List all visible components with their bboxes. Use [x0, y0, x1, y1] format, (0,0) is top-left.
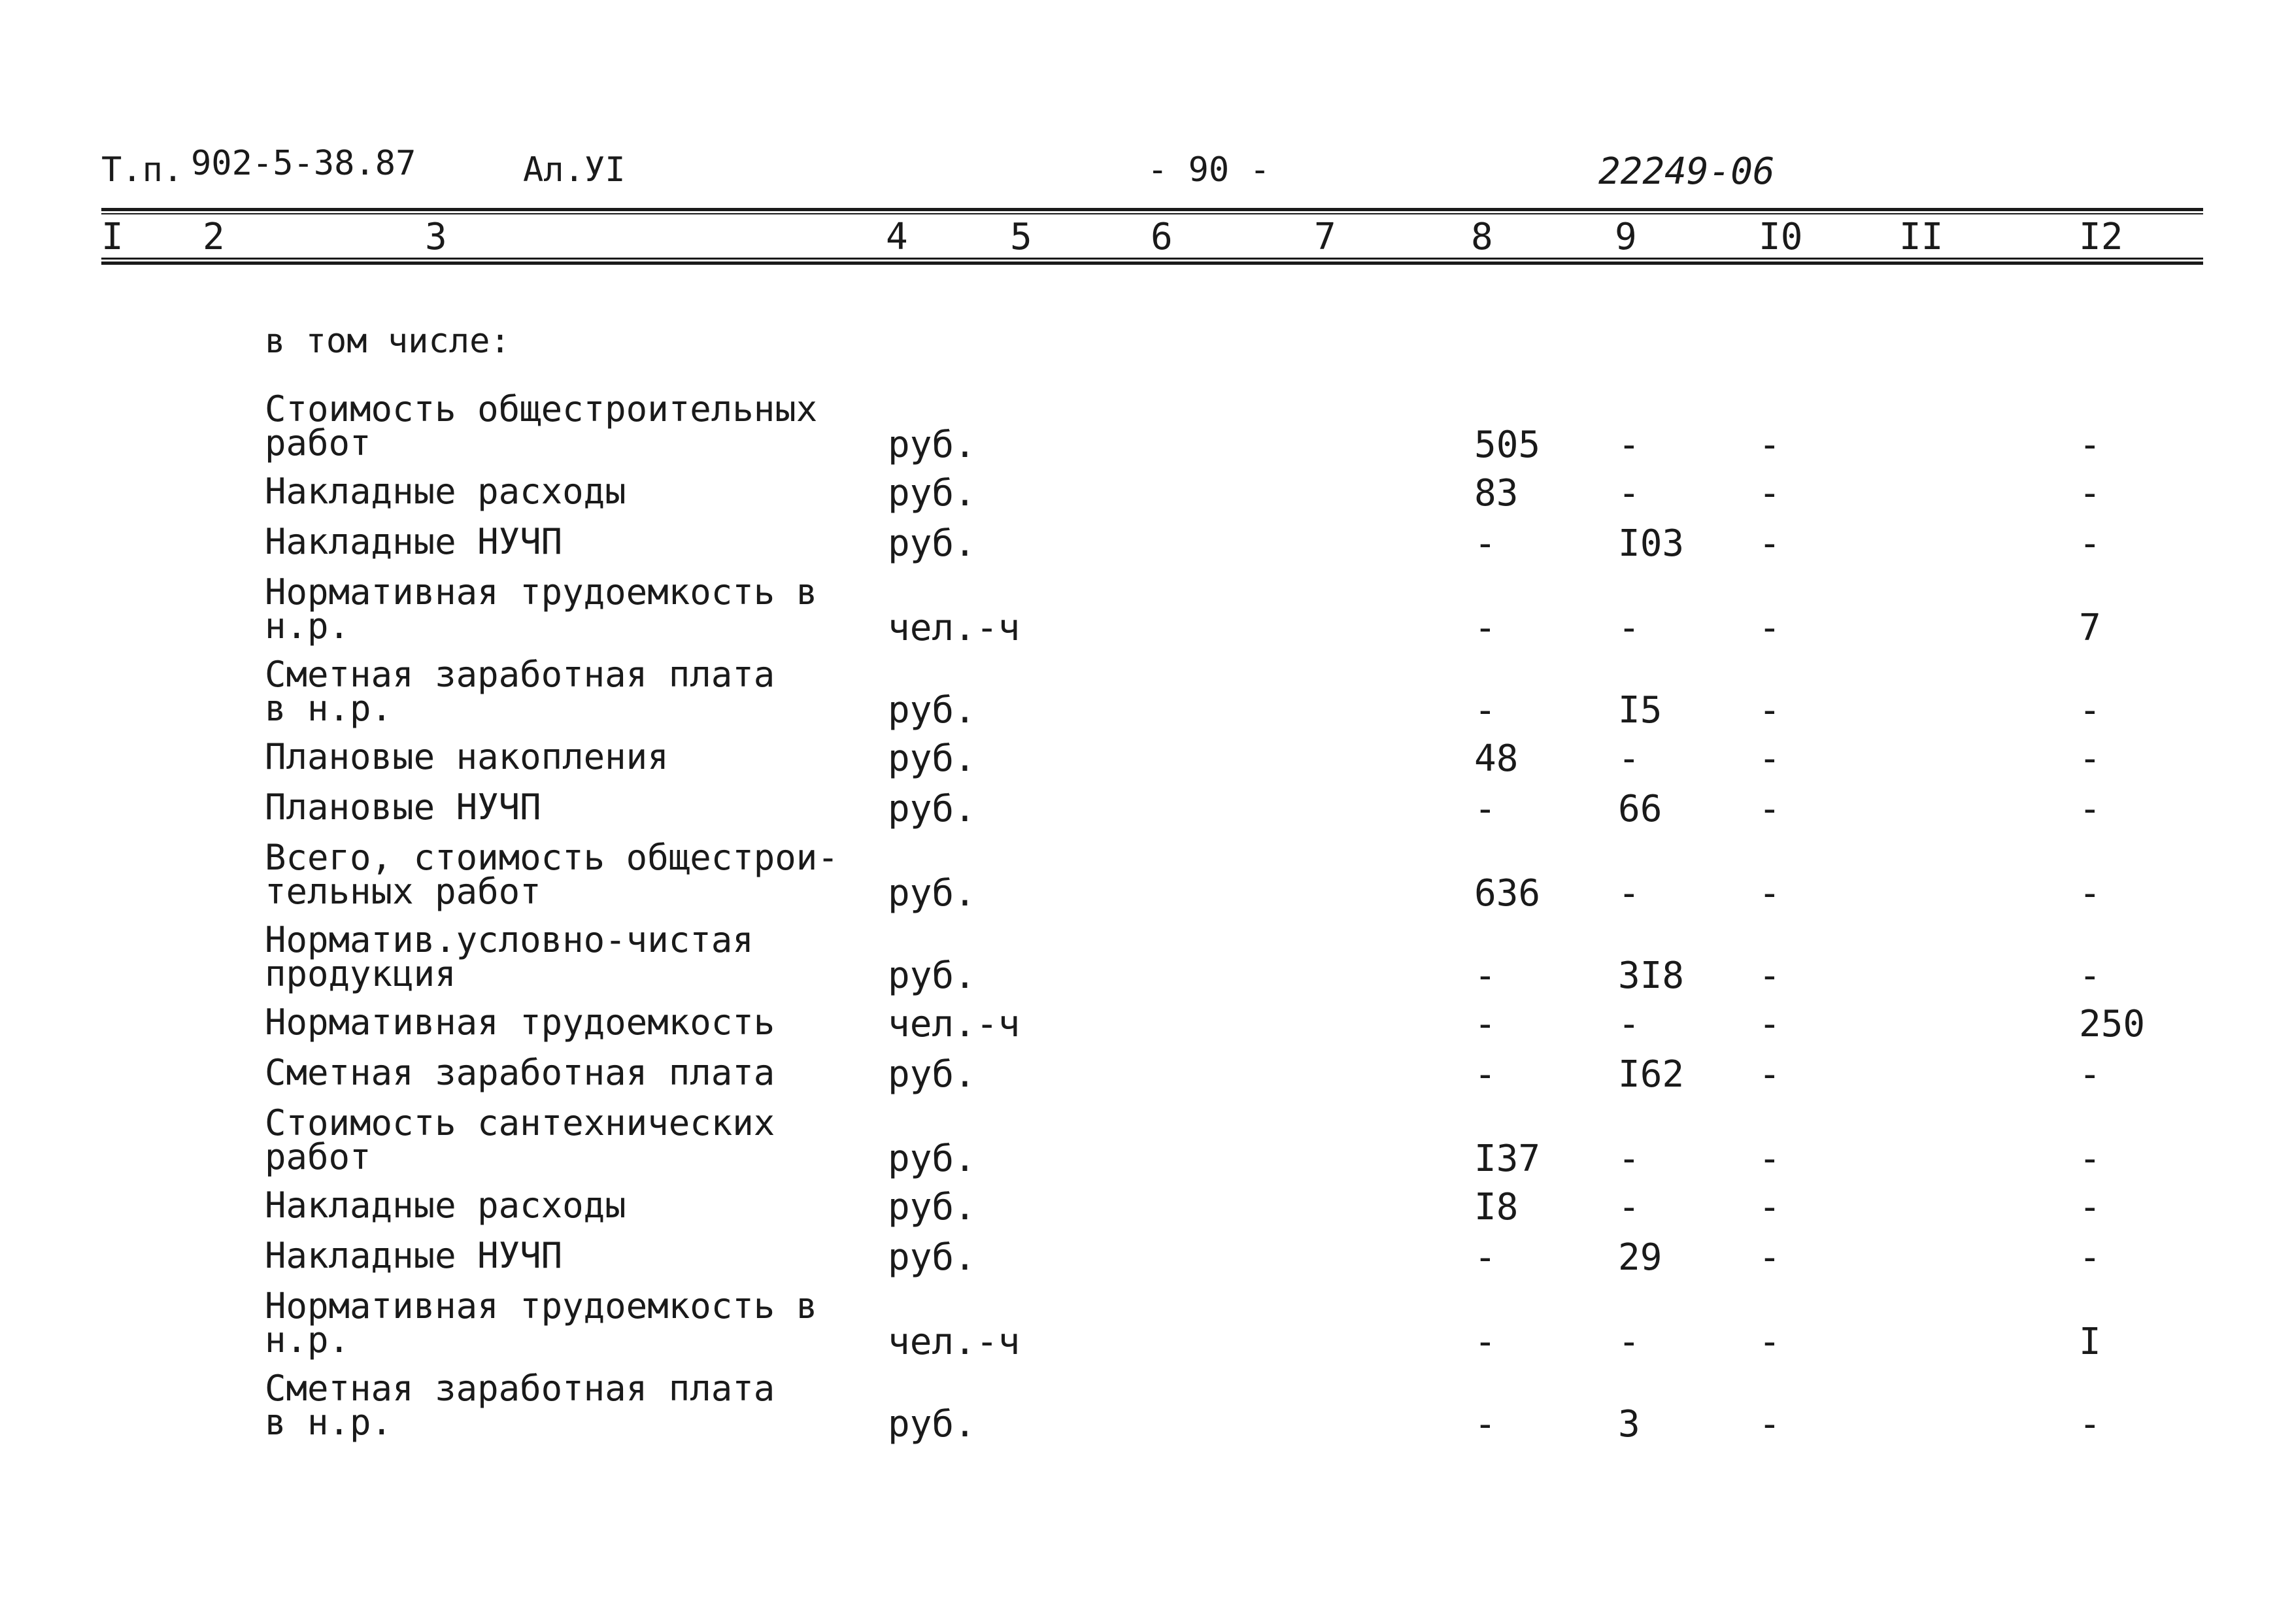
cell-col-10: - [1759, 522, 1781, 565]
row-label-line: Норматив.условно-чистая [265, 919, 754, 960]
row-label-line: Сметная заработная плата [265, 1368, 775, 1409]
cell-col-12: - [2079, 1053, 2101, 1096]
row-label [265, 1285, 818, 1361]
cell-col-12: - [2079, 737, 2101, 780]
column-number: I0 [1759, 216, 1803, 258]
column-number: 4 [886, 216, 908, 258]
row-label-line: Всего, стоимость общестрои- [265, 837, 839, 878]
row-label [265, 787, 541, 828]
doc-code: 902-5-38.87 [191, 144, 416, 183]
column-number: 5 [1010, 216, 1032, 258]
cell-col-9: I03 [1618, 522, 1685, 565]
cell-col-9: - [1618, 1321, 1640, 1363]
cell-col-12: 250 [2079, 1003, 2146, 1045]
row-label [265, 521, 563, 562]
column-number: 2 [203, 216, 225, 258]
row-label [265, 1102, 775, 1177]
page-number: - 90 - [1147, 150, 1270, 190]
cell-col-8: I37 [1474, 1138, 1541, 1180]
album-label: Ал.УI [523, 150, 626, 190]
column-number: I2 [2079, 216, 2123, 258]
row-unit: руб. [888, 955, 976, 997]
cell-col-8: 505 [1474, 424, 1541, 466]
cell-col-8: 83 [1474, 472, 1519, 515]
column-number: 8 [1471, 216, 1493, 258]
column-number: II [1899, 216, 1944, 258]
row-label-line: работ [265, 1136, 371, 1177]
cell-col-8: - [1474, 1053, 1496, 1096]
cell-col-9: 66 [1618, 788, 1662, 830]
cell-col-8: - [1474, 955, 1496, 997]
cell-col-8: 636 [1474, 872, 1541, 915]
cell-col-12: I [2079, 1321, 2101, 1363]
cell-col-12: - [2079, 1236, 2101, 1279]
column-number: 6 [1151, 216, 1173, 258]
row-label-line: продукция [265, 953, 456, 994]
row-label-line: в н.р. [265, 688, 393, 729]
column-number: I [101, 216, 124, 258]
row-label-line: Накладные НУЧП [265, 1235, 563, 1276]
row-label-line: Нормативная трудоемкость в [265, 1285, 818, 1327]
cell-col-10: - [1759, 1003, 1781, 1045]
row-unit: чел.-ч [888, 1003, 1020, 1045]
cell-col-12: - [2079, 689, 2101, 732]
row-label-line: н.р. [265, 1319, 350, 1361]
column-number: 9 [1615, 216, 1637, 258]
cell-col-9: - [1618, 1138, 1640, 1180]
row-label [265, 571, 818, 647]
cell-col-10: - [1759, 607, 1781, 649]
intro-text: в том числе: [265, 322, 511, 361]
cell-col-12: - [2079, 788, 2101, 830]
cell-col-9: - [1618, 872, 1640, 915]
cell-col-8: I8 [1474, 1186, 1519, 1228]
cell-col-9: - [1618, 472, 1640, 515]
row-label-line: Накладные расходы [265, 1185, 626, 1226]
row-label-line: Стоимость общестроительных [265, 388, 818, 430]
cell-col-9: 29 [1618, 1236, 1662, 1279]
cell-col-12: - [2079, 1403, 2101, 1446]
row-unit: руб. [888, 424, 976, 466]
cell-col-10: - [1759, 1236, 1781, 1279]
cell-col-12: - [2079, 424, 2101, 466]
cell-col-12: - [2079, 472, 2101, 515]
column-number: 3 [425, 216, 447, 258]
row-label-line: Стоимость сантехнических [265, 1102, 775, 1143]
row-label-line: Плановые НУЧП [265, 787, 541, 828]
doc-prefix: Т.п. [101, 150, 184, 190]
cell-col-8: - [1474, 607, 1496, 649]
row-unit: руб. [888, 1053, 976, 1096]
cell-col-9: - [1618, 1186, 1640, 1228]
header-top-rule-thin [101, 213, 2203, 214]
row-unit: руб. [888, 788, 976, 830]
cell-col-12: - [2079, 872, 2101, 915]
row-unit: руб. [888, 472, 976, 515]
row-label [265, 471, 626, 512]
cell-col-8: - [1474, 1403, 1496, 1446]
row-label-line: Нормативная трудоемкость [265, 1002, 775, 1043]
cell-col-10: - [1759, 1053, 1781, 1096]
row-label-line: Нормативная трудоемкость в [265, 571, 818, 613]
row-label-line: работ [265, 422, 371, 464]
cell-col-10: - [1759, 872, 1781, 915]
row-label-line: Плановые накопления [265, 736, 669, 777]
cell-col-9: I5 [1618, 689, 1662, 732]
cell-col-10: - [1759, 1321, 1781, 1363]
cell-col-8: - [1474, 1003, 1496, 1045]
row-unit: руб. [888, 689, 976, 732]
cell-col-8: - [1474, 522, 1496, 565]
cell-col-8: - [1474, 1236, 1496, 1279]
row-label-line: Накладные расходы [265, 471, 626, 512]
cell-col-9: I62 [1618, 1053, 1685, 1096]
column-number: 7 [1314, 216, 1336, 258]
row-unit: чел.-ч [888, 1321, 1020, 1363]
row-label-line: Сметная заработная плата [265, 1052, 775, 1093]
row-label [265, 919, 754, 994]
row-unit: руб. [888, 872, 976, 915]
header-top-rule [101, 208, 2203, 211]
cell-col-12: - [2079, 1186, 2101, 1228]
cell-col-9: 3I8 [1618, 955, 1685, 997]
row-label [265, 1052, 775, 1093]
row-unit: руб. [888, 1403, 976, 1446]
cell-col-9: - [1618, 424, 1640, 466]
row-label-line: тельных работ [265, 871, 541, 912]
doc-number: 22249-06 [1598, 150, 1775, 193]
row-label-line: Накладные НУЧП [265, 521, 563, 562]
row-label [265, 837, 839, 912]
cell-col-9: - [1618, 737, 1640, 780]
row-label [265, 1368, 775, 1443]
row-unit: руб. [888, 522, 976, 565]
cell-col-10: - [1759, 737, 1781, 780]
cell-col-8: 48 [1474, 737, 1519, 780]
row-label-line: Сметная заработная плата [265, 654, 775, 695]
cell-col-10: - [1759, 472, 1781, 515]
cell-col-12: - [2079, 522, 2101, 565]
row-label [265, 1185, 626, 1226]
row-label [265, 1002, 775, 1043]
row-label-line: н.р. [265, 605, 350, 647]
row-label [265, 654, 775, 729]
row-unit: руб. [888, 1186, 976, 1228]
row-label [265, 1235, 563, 1276]
cell-col-10: - [1759, 955, 1781, 997]
cell-col-10: - [1759, 689, 1781, 732]
cell-col-12: - [2079, 955, 2101, 997]
cell-col-8: - [1474, 689, 1496, 732]
cell-col-10: - [1759, 424, 1781, 466]
cell-col-10: - [1759, 1403, 1781, 1446]
cell-col-8: - [1474, 788, 1496, 830]
row-label [265, 736, 669, 777]
cell-col-12: - [2079, 1138, 2101, 1180]
row-label [265, 388, 818, 464]
cell-col-10: - [1759, 1138, 1781, 1180]
cell-col-10: - [1759, 1186, 1781, 1228]
row-unit: чел.-ч [888, 607, 1020, 649]
cell-col-8: - [1474, 1321, 1496, 1363]
row-unit: руб. [888, 1138, 976, 1180]
row-unit: руб. [888, 737, 976, 780]
header-bottom-rule [101, 262, 2203, 265]
cell-col-10: - [1759, 788, 1781, 830]
cell-col-9: 3 [1618, 1403, 1640, 1446]
cell-col-9: - [1618, 1003, 1640, 1045]
row-unit: руб. [888, 1236, 976, 1279]
row-label-line: в н.р. [265, 1402, 393, 1443]
cell-col-9: - [1618, 607, 1640, 649]
cell-col-12: 7 [2079, 607, 2101, 649]
